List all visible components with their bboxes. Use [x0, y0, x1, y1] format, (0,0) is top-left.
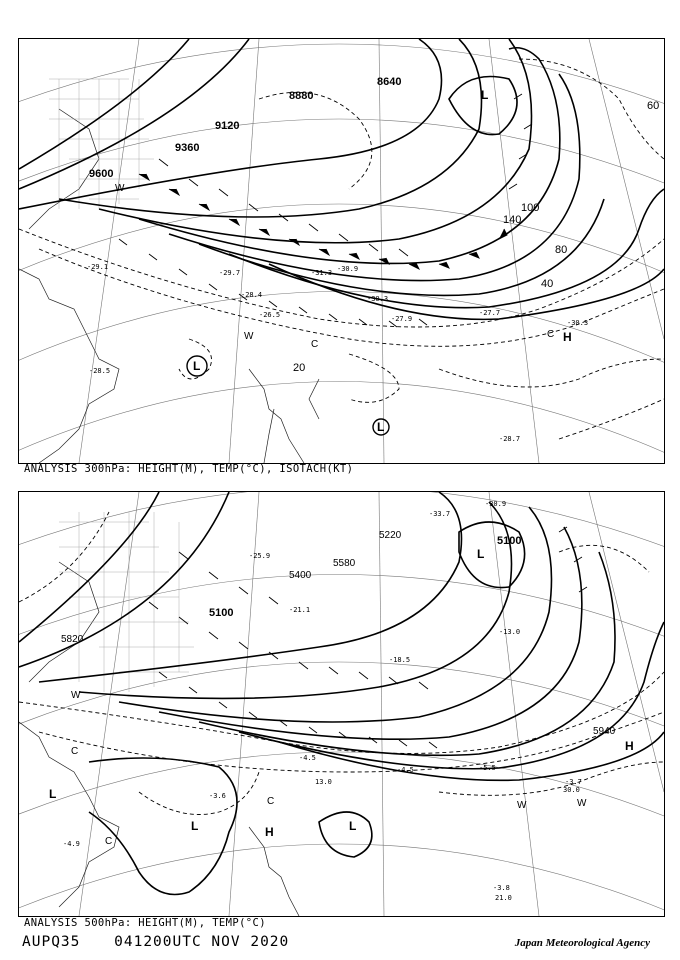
height-label: 8640 — [377, 76, 402, 88]
height-label: 9360 — [175, 142, 200, 154]
caption-300hpa: ANALYSIS 300hPa: HEIGHT(M), TEMP(°C), ISOTACH(KT) — [24, 463, 354, 475]
height-label: 8880 — [289, 90, 314, 102]
cold-marker: C — [267, 796, 275, 807]
isotach-label: 100 — [521, 202, 540, 214]
low-marker: L — [349, 819, 357, 833]
valid-time: 041200UTC NOV 2020 — [114, 934, 290, 950]
height-label: 5940 — [593, 726, 616, 737]
high-marker: H — [563, 330, 572, 344]
wind-barbs — [119, 94, 532, 327]
low-marker: L — [477, 547, 485, 561]
map-300hpa-canvas — [19, 39, 664, 463]
temp-label: -13.0 — [499, 628, 521, 636]
temp-label: -3.8 — [493, 884, 510, 892]
warm-marker: W — [71, 690, 81, 701]
graticule — [19, 492, 664, 916]
chart-id: AUPQ35 — [22, 934, 81, 950]
map-500hpa — [18, 491, 665, 917]
high-marker: H — [265, 825, 274, 839]
temp-label: 21.0 — [495, 894, 512, 902]
low-marker: L — [49, 787, 57, 801]
temp-label: -4.5 — [299, 754, 316, 762]
temp-label: -30.3 — [367, 295, 389, 303]
temp-label: -30.9 — [337, 265, 359, 273]
temp-label: 13.0 — [315, 778, 332, 786]
coastline — [19, 109, 319, 463]
agency-name: Japan Meteorological Agency — [514, 937, 650, 949]
temp-label: -18.5 — [389, 656, 411, 664]
height-label: 9600 — [89, 168, 114, 180]
temp-label: -4.9 — [63, 840, 80, 848]
temp-label: -29.1 — [87, 263, 109, 271]
isotach-label: 60 — [647, 100, 660, 112]
height-label: 5400 — [289, 570, 312, 581]
height-label: 9120 — [215, 120, 240, 132]
temp-label: -31.3 — [311, 269, 333, 277]
cold-marker: C — [311, 339, 319, 350]
temp-label: -28.5 — [89, 367, 111, 375]
isotach-label: 140 — [503, 214, 522, 226]
isotach-label: 40 — [541, 278, 554, 290]
low-marker: L — [193, 359, 201, 373]
warm-marker: W — [115, 183, 125, 194]
chart-footer — [22, 934, 313, 950]
warm-marker: W — [517, 800, 527, 811]
isotach-label: 20 — [293, 362, 306, 374]
temp-label: -4.5 — [397, 766, 414, 774]
low-marker: L — [191, 819, 199, 833]
cold-marker: C — [547, 329, 555, 340]
height-label: 5820 — [61, 634, 84, 645]
height-label: 5100 — [209, 607, 234, 619]
temp-label: -5.5 — [479, 764, 496, 772]
graticule — [19, 39, 664, 463]
coastline — [19, 562, 299, 916]
temp-label: -3.6 — [209, 792, 226, 800]
temp-label: -27.7 — [479, 309, 501, 317]
cold-marker: C — [71, 746, 79, 757]
cold-marker: C — [105, 836, 113, 847]
temp-label: -3.7 — [565, 778, 582, 786]
temp-label: -28.4 — [241, 291, 263, 299]
hatch-region — [49, 79, 154, 209]
caption-500hpa: ANALYSIS 500hPa: HEIGHT(M), TEMP(°C) — [24, 917, 266, 929]
low-marker: L — [481, 88, 489, 102]
temp-label: -28.7 — [499, 435, 521, 443]
temp-label: -29.7 — [219, 269, 241, 277]
height-label: 5580 — [333, 558, 356, 569]
temp-label: -27.9 — [391, 315, 413, 323]
high-marker: H — [625, 739, 634, 753]
map-500hpa-canvas — [19, 492, 664, 916]
height-label: 5100 — [497, 535, 522, 547]
temp-label: -33.7 — [429, 510, 451, 518]
temp-label: -26.5 — [259, 311, 281, 319]
low-marker: L — [377, 420, 385, 434]
temp-label: -30.9 — [485, 500, 507, 508]
height-label: 5220 — [379, 530, 402, 541]
temp-label: -30.3 — [567, 319, 589, 327]
temp-label: 30.0 — [563, 786, 580, 794]
warm-marker: W — [577, 798, 587, 809]
warm-marker: W — [244, 331, 254, 342]
map-300hpa — [18, 38, 665, 464]
isotach-label: 80 — [555, 244, 568, 256]
temp-label: -25.9 — [249, 552, 271, 560]
temp-label: -21.1 — [289, 606, 311, 614]
